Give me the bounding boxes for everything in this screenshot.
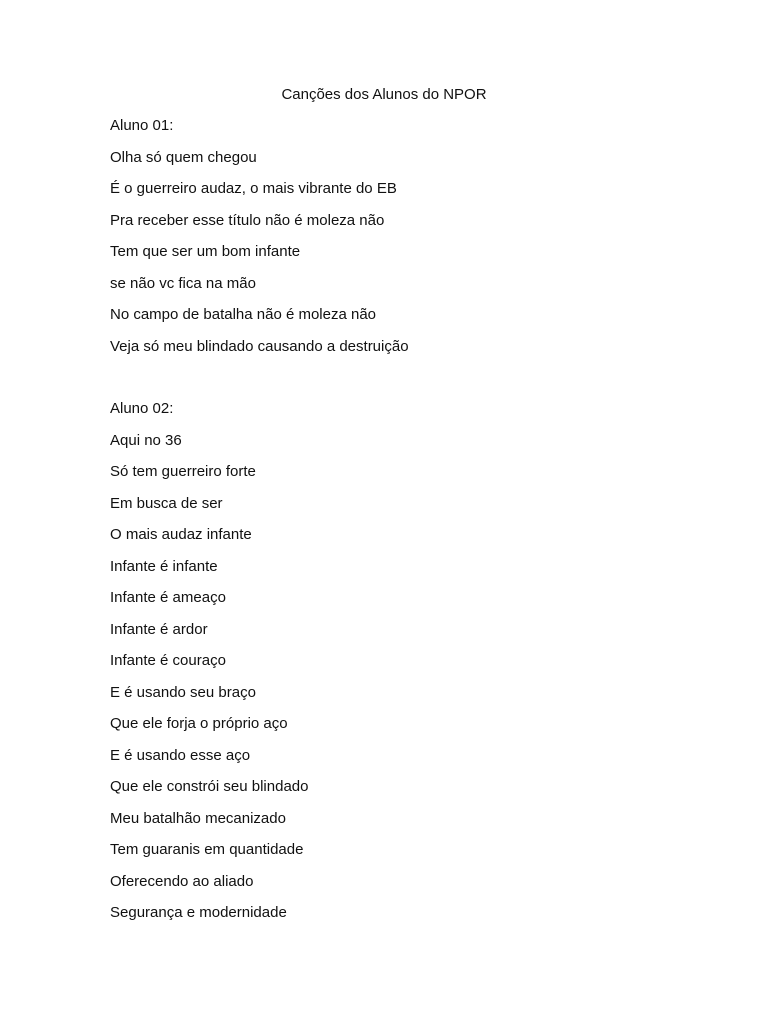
- lyric-line: Em busca de ser: [110, 494, 223, 512]
- lyric-line: se não vc fica na mão: [110, 274, 256, 292]
- lyric-line: Que ele forja o próprio aço: [110, 715, 288, 732]
- lyric-line: É o guerreiro audaz, o mais vibrante do EB: [110, 180, 397, 197]
- lyric-line: Só tem guerreiro forte: [110, 463, 256, 480]
- lyric-line: No campo de batalha não é moleza não: [110, 306, 377, 323]
- lyric-line: Tem que ser um bom infante: [110, 243, 301, 260]
- lyric-line: E é usando seu braço: [110, 683, 256, 701]
- lyric-line: Veja só meu blindado causando a destruição: [110, 337, 409, 355]
- section-aluno-02: [110, 400, 710, 936]
- lyric-line: Que ele constrói seu blindado: [110, 778, 309, 795]
- lyric-line: Infante é couraço: [110, 652, 226, 669]
- lyric-line: Meu batalhão mecanizado: [110, 809, 286, 827]
- lyric-line: Aqui no 36: [110, 431, 182, 449]
- lyric-line: Infante é ameaço: [110, 589, 226, 606]
- lyric-line: Segurança e modernidade: [110, 904, 287, 921]
- document-title: Canções dos Alunos do NPOR: [281, 86, 487, 103]
- section-heading: Aluno 01:: [110, 117, 174, 134]
- lyric-line: Infante é infante: [110, 557, 218, 575]
- section-heading: Aluno 02:: [110, 400, 174, 417]
- lyric-line: Tem guaranis em quantidade: [110, 841, 304, 858]
- lyric-line: Oferecendo ao aliado: [110, 872, 254, 890]
- lyric-line: Olha só quem chegou: [110, 148, 257, 166]
- lyric-line: Infante é ardor: [110, 620, 208, 638]
- lyric-line: Pra receber esse título não é moleza não: [110, 211, 385, 229]
- lyric-line: O mais audaz infante: [110, 526, 252, 543]
- section-aluno-01: [110, 117, 710, 369]
- lyric-line: E é usando esse aço: [110, 746, 251, 764]
